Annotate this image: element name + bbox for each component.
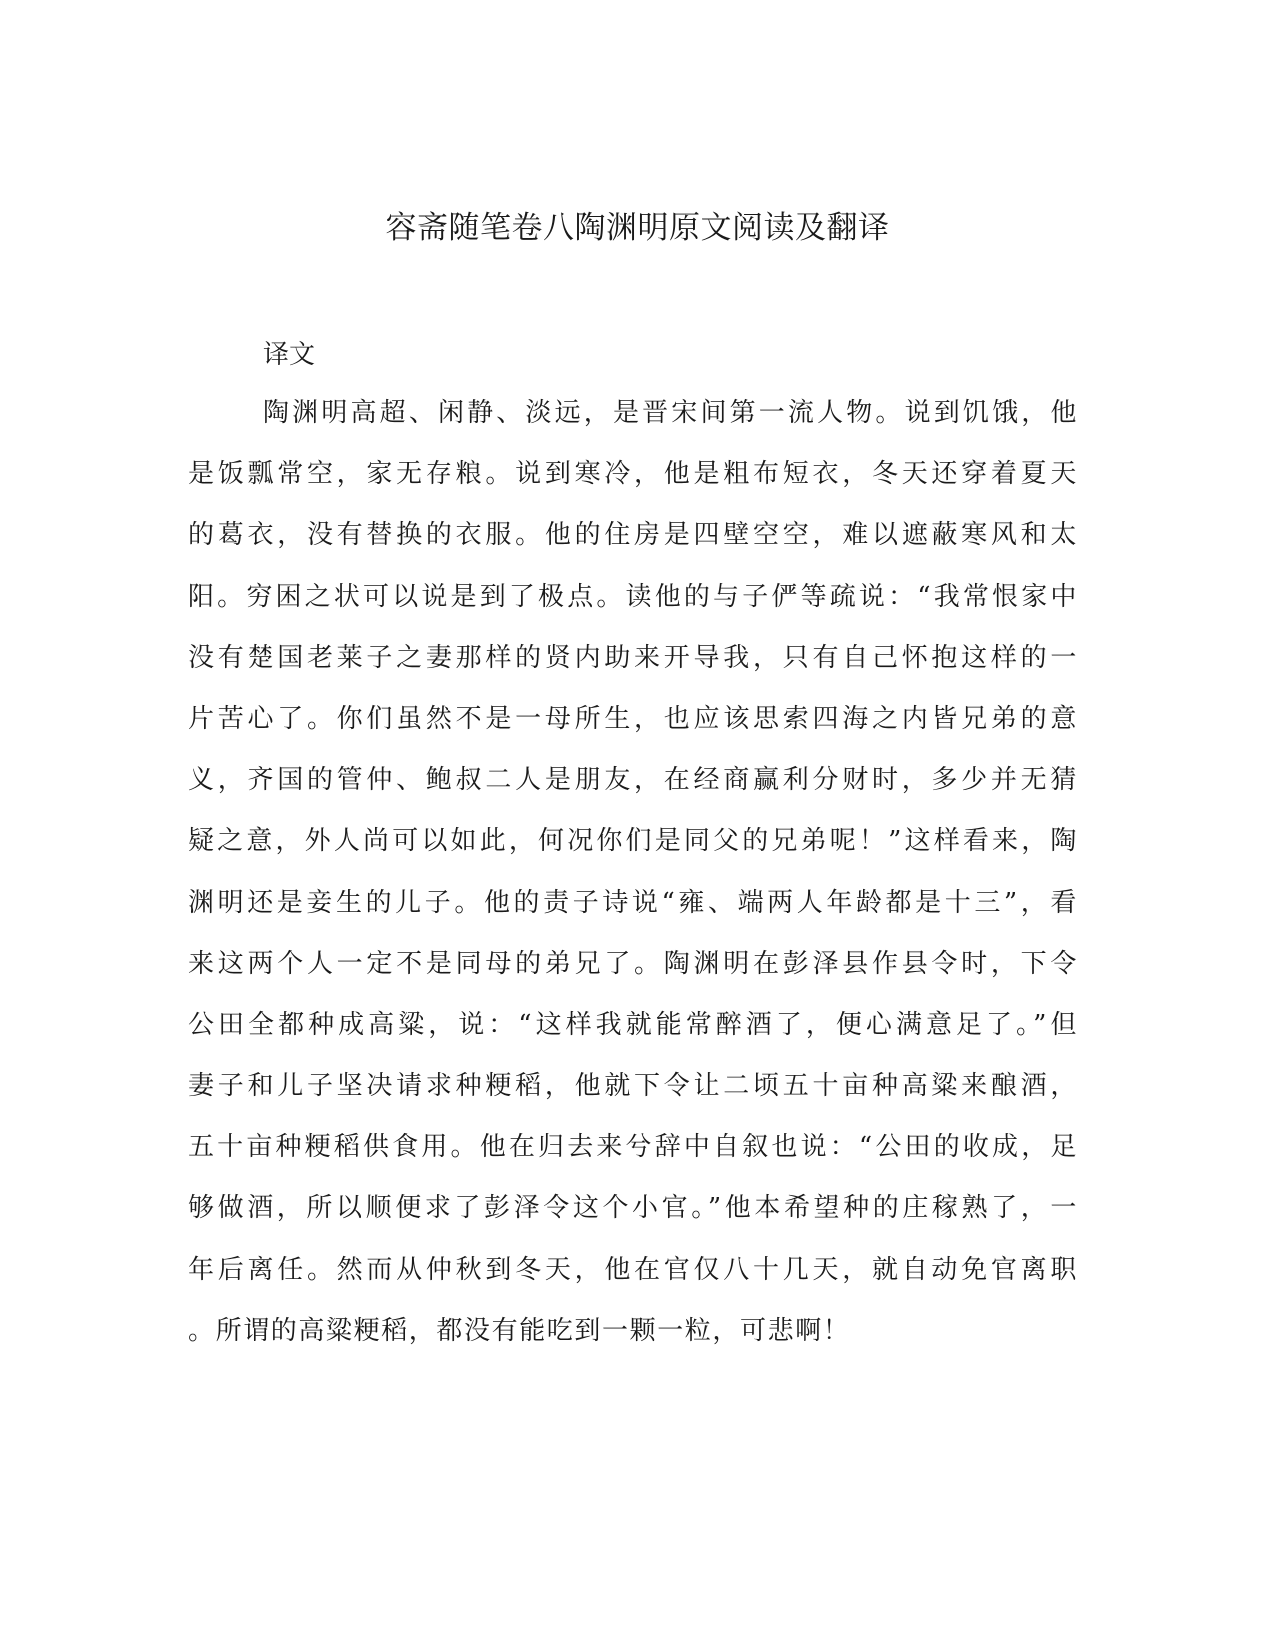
paragraph-line: 片苦心了。你们虽然不是一母所生，也应该思索四海之内皆兄弟的意 [188,703,1078,734]
paragraph-line: 阳。穷困之状可以说是到了极点。读他的与子俨等疏说：“我常恨家中 [188,581,1078,612]
paragraph-line: 来这两个人一定不是同母的弟兄了。陶渊明在彭泽县作县令时，下令 [188,948,1078,979]
paragraph-line: 五十亩种粳稻供食用。他在归去来兮辞中自叙也说：“公田的收成，足 [188,1132,1078,1163]
paragraph-line: 够做酒，所以顺便求了彭泽令这个小官。”他本希望种的庄稼熟了，一 [188,1193,1078,1224]
paragraph-line: 。所谓的高粱粳稻，都没有能吃到一颗一粒，可悲啊！ [188,1315,851,1346]
paragraph-line: 公田全都种成高粱，说：“这样我就能常醉酒了，便心满意足了。”但 [188,1009,1078,1040]
paragraph-line: 年后离任。然而从仲秋到冬天，他在官仅八十几天，就自动免官离职 [188,1254,1078,1285]
translation-paragraph [188,393,1078,1372]
paragraph-line: 妻子和儿子坚决请求种粳稻，他就下令让二顷五十亩种高粱来酿酒， [188,1071,1078,1102]
section-heading-translation: 译文 [263,340,316,370]
paragraph-line: 疑之意，外人尚可以如此，何况你们是同父的兄弟呢！”这样看来，陶 [188,826,1078,857]
paragraph-line: 的葛衣，没有替换的衣服。他的住房是四壁空空，难以遮蔽寒风和太 [188,520,1078,551]
paragraph-line: 陶渊明高超、闲静、淡远，是晋宋间第一流人物。说到饥饿，他 [263,398,1078,428]
paragraph-line: 渊明还是妾生的儿子。他的责子诗说“雍、端两人年龄都是十三”，看 [188,887,1078,918]
paragraph-line: 义，齐国的管仲、鲍叔二人是朋友，在经商赢利分财时，多少并无猜 [188,765,1078,796]
document-title: 容斋随笔卷八陶渊明原文阅读及翻译 [385,210,890,246]
paragraph-line: 是饭瓢常空，家无存粮。说到寒冷，他是粗布短衣，冬天还穿着夏天 [188,459,1078,490]
paragraph-line: 没有楚国老莱子之妻那样的贤内助来开导我，只有自己怀抱这样的一 [188,642,1078,673]
